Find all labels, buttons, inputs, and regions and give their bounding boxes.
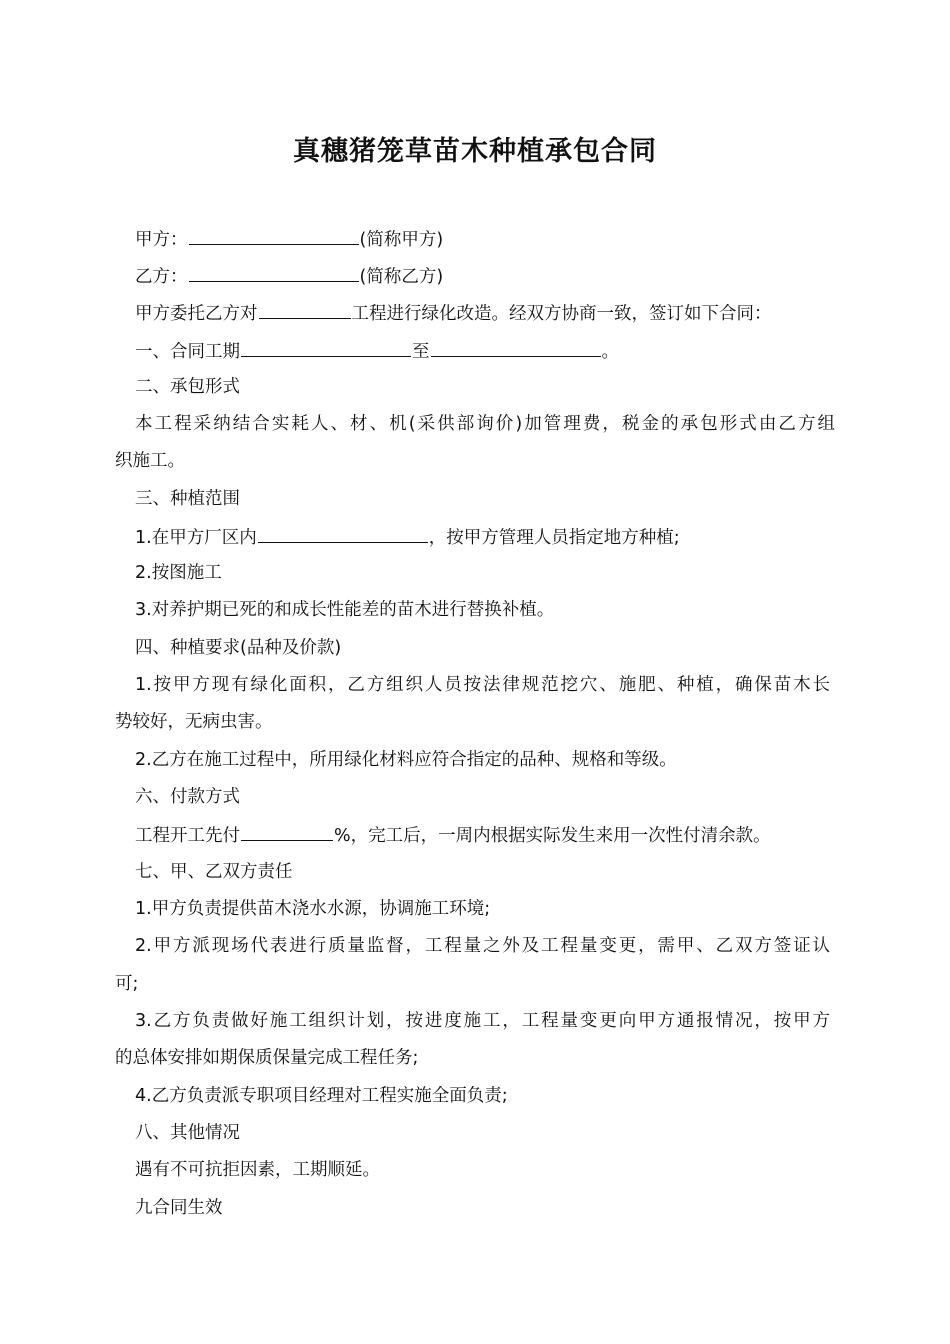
section-1-prefix: 一、合同工期 [135, 342, 240, 362]
section-7-item-3-line-1: 3.乙方负责做好施工组织计划，按进度施工，工程量变更向甲方通报情况，按甲方 [135, 1011, 830, 1031]
planting-area-blank[interactable] [258, 524, 428, 543]
section-2-text-line-1: 本工程采纳结合实耗人、材、机(采供部询价)加管理费，税金的承包形式由乙方组 [135, 414, 835, 434]
section-4-item-1-line-1: 1.按甲方现有绿化面积，乙方组织人员按法律规范挖穴、施肥、种植，确保苗木长 [135, 675, 830, 695]
section-1-middle: 至 [412, 342, 430, 362]
section-7-item-4: 4.乙方负责派专职项目经理对工程实施全面负责; [135, 1086, 508, 1106]
intro-line [135, 300, 840, 326]
down-payment-blank[interactable] [241, 822, 333, 841]
intro-prefix: 甲方委托乙方对 [135, 304, 258, 324]
project-name-blank[interactable] [259, 300, 351, 319]
section-1-line [135, 338, 840, 364]
section-7-item-2-line-1: 2.甲方派现场代表进行质量监督，工程量之外及工程量变更，需甲、乙双方签证认 [135, 936, 830, 956]
section-3-item-1-suffix: ，按甲方管理人员指定地方种植; [428, 528, 680, 548]
section-3-item-2: 2.按图施工 [135, 563, 222, 583]
party-b-blank[interactable] [189, 263, 359, 282]
section-8-text: 遇有不可抗拒因素，工期顺延。 [135, 1160, 380, 1180]
end-date-blank[interactable] [431, 338, 601, 357]
section-3-item-1-prefix: 1.在甲方厂区内 [135, 528, 257, 548]
section-9-heading: 九合同生效 [135, 1198, 223, 1218]
party-a-label: 甲方： [135, 230, 188, 250]
party-b-label: 乙方： [135, 267, 188, 287]
section-2-text-line-2: 织施工。 [115, 451, 185, 471]
section-6-heading: 六、付款方式 [135, 787, 240, 807]
section-3-item-3: 3.对养护期已死的和成长性能差的苗木进行替换补植。 [135, 600, 555, 620]
section-6-text-prefix: 工程开工先付 [135, 826, 240, 846]
section-3-item-1 [135, 524, 840, 550]
section-7-item-1: 1.甲方负责提供苗木浇水水源，协调施工环境; [135, 899, 491, 919]
party-a-suffix: (简称甲方) [359, 230, 444, 250]
section-3-heading: 三、种植范围 [135, 489, 240, 509]
section-4-item-2: 2.乙方在施工过程中，所用绿化材料应符合指定的品种、规格和等级。 [135, 750, 677, 770]
section-7-item-3-line-2: 的总体安排如期保质保量完成工程任务; [115, 1048, 419, 1068]
section-6-text-suffix: %，完工后，一周内根据实际发生来用一次性付清余款。 [334, 826, 771, 846]
party-a-line [135, 226, 840, 252]
section-2-heading: 二、承包形式 [135, 377, 240, 397]
section-4-item-1-line-2: 势较好，无病虫害。 [115, 712, 273, 732]
document-title: 真穗猪笼草苗木种植承包合同 [293, 136, 657, 167]
section-4-heading: 四、种植要求(品种及价款) [135, 638, 342, 658]
party-b-line [135, 263, 840, 289]
section-1-suffix: 。 [601, 342, 619, 362]
party-a-blank[interactable] [189, 226, 359, 245]
start-date-blank[interactable] [241, 338, 411, 357]
section-6-text [135, 822, 840, 848]
section-8-heading: 八、其他情况 [135, 1123, 240, 1143]
intro-suffix: 工程进行绿化改造。经双方协商一致，签订如下合同： [351, 304, 772, 324]
section-7-heading: 七、甲、乙双方责任 [135, 862, 293, 882]
party-b-suffix: (简称乙方) [359, 267, 444, 287]
section-7-item-2-line-2: 可; [115, 974, 139, 994]
